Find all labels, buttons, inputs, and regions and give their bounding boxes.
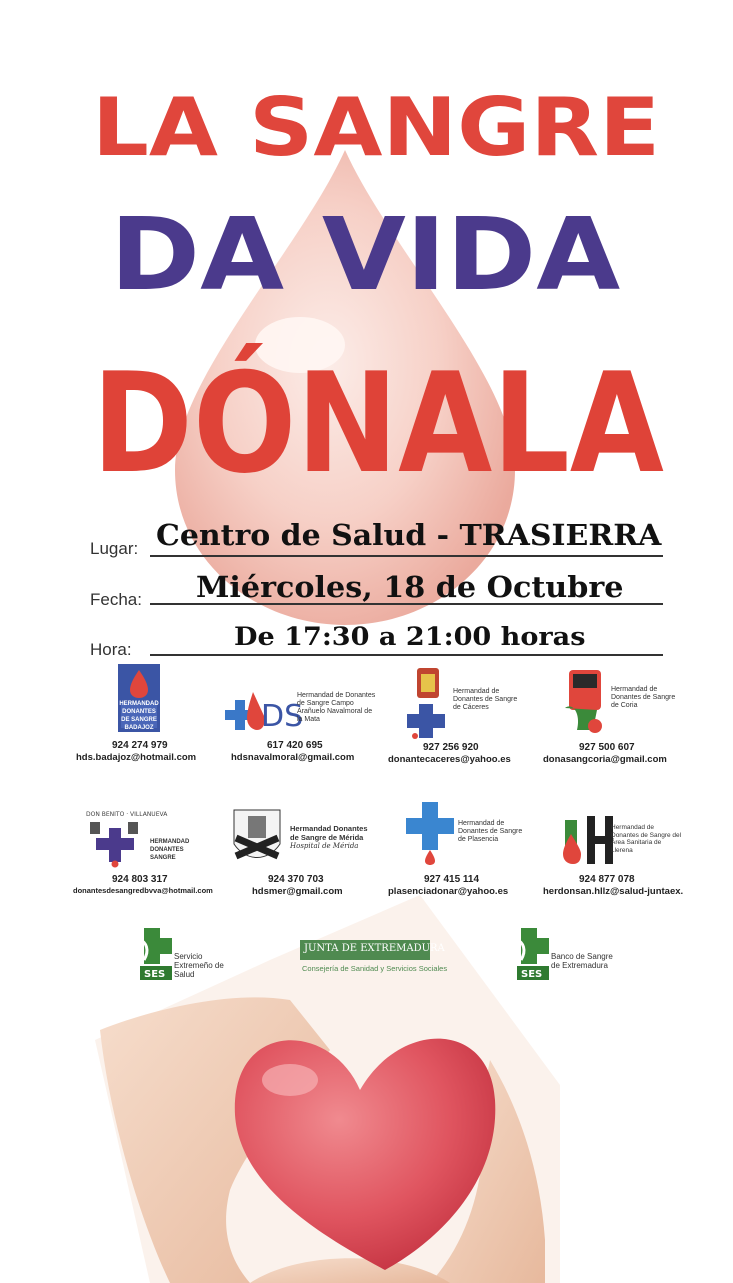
org-merida-name: Hermandad Donantes de Sangre de Mérida [290, 824, 368, 842]
org-navalmoral-name: Hermandad de Donantes de Sangre Campo Arañuelo Navalmoral de la Mata [297, 692, 376, 723]
ses-logo-icon [136, 924, 176, 982]
org-merida-subname: Hospital de Mérida [290, 842, 359, 850]
org-navalmoral-phone: 617 420 695 [267, 740, 323, 751]
org-plasencia-email: plasenciadonar@yahoo.es [388, 886, 509, 897]
headline-line-1: LA SANGRE [92, 81, 661, 174]
banco-brand-name: Banco de Sangre de Extremadura [551, 952, 613, 970]
svg-text:DS: DS [261, 699, 304, 734]
place-value: Centro de Salud - TRASIERRA [156, 518, 662, 552]
org-caceres-phone: 927 256 920 [423, 742, 479, 753]
org-villanueva-name: HERMANDAD DONANTES SANGRE [150, 839, 190, 861]
org-coria-phone: 927 500 607 [579, 742, 635, 753]
junta-name: JUNTA DE EXTREMADURA [304, 943, 445, 954]
org-badajoz-phone: 924 274 979 [112, 740, 168, 751]
date-value: Miércoles, 18 de Octubre [196, 570, 624, 604]
org-villanueva-email: donantesdesangredbvva@hotmail.com [73, 886, 213, 895]
org-coria-name: Hermandad de Donantes de Sangre de Coria [611, 686, 676, 709]
junta-brand [300, 940, 448, 980]
date-label: Fecha: [90, 590, 142, 609]
headline-line-3: DÓNALA [92, 343, 664, 504]
banco-logo-icon [513, 924, 553, 982]
org-caceres-name: Hermandad de Donantes de Sangre de Cáceres [453, 688, 518, 711]
org-llerena-email: herdonsan.hllz@salud-juntaex. [543, 886, 684, 897]
org-plasencia-phone: 927 415 114 [424, 874, 480, 885]
org-badajoz-name: HERMANDAD DONANTES DE SANGRE BADAJOZ [119, 701, 159, 731]
org-llerena-name: Hermandad de Donantes de Sangre del Área Sanitaria de Llerena [611, 824, 682, 854]
org-merida-phone: 924 370 703 [268, 874, 324, 885]
svg-text:SES: SES [521, 969, 543, 980]
org-villanueva-phone: 924 803 317 [112, 874, 168, 885]
ses-brand [136, 924, 246, 984]
org-navalmoral-email: hdsnavalmoral@gmail.com [231, 752, 355, 763]
svg-text:SES: SES [144, 969, 166, 980]
org-caceres-email: donantecaceres@yahoo.es [388, 754, 511, 765]
svg-text:DON BENITO · VILLANUEVA: DON BENITO · VILLANUEVA [86, 811, 168, 818]
junta-subname: Consejería de Sanidad y Servicios Sociales [302, 964, 448, 973]
org-badajoz-email: hds.badajoz@hotmail.com [76, 752, 197, 763]
ses-brand-name: Servicio Extremeño de Salud [174, 952, 224, 979]
place-label: Lugar: [90, 539, 139, 558]
org-llerena-phone: 924 877 078 [579, 874, 635, 885]
org-plasencia-name: Hermandad de Donantes de Sangre de Plasencia [458, 820, 523, 843]
time-label: Hora: [90, 640, 132, 659]
org-coria-email: donasangcoria@gmail.com [543, 754, 667, 765]
banco-brand [513, 924, 633, 984]
headline-line-2: DA VIDA [110, 196, 621, 313]
time-value: De 17:30 a 21:00 horas [234, 622, 586, 651]
org-merida-email: hdsmer@gmail.com [252, 886, 343, 897]
